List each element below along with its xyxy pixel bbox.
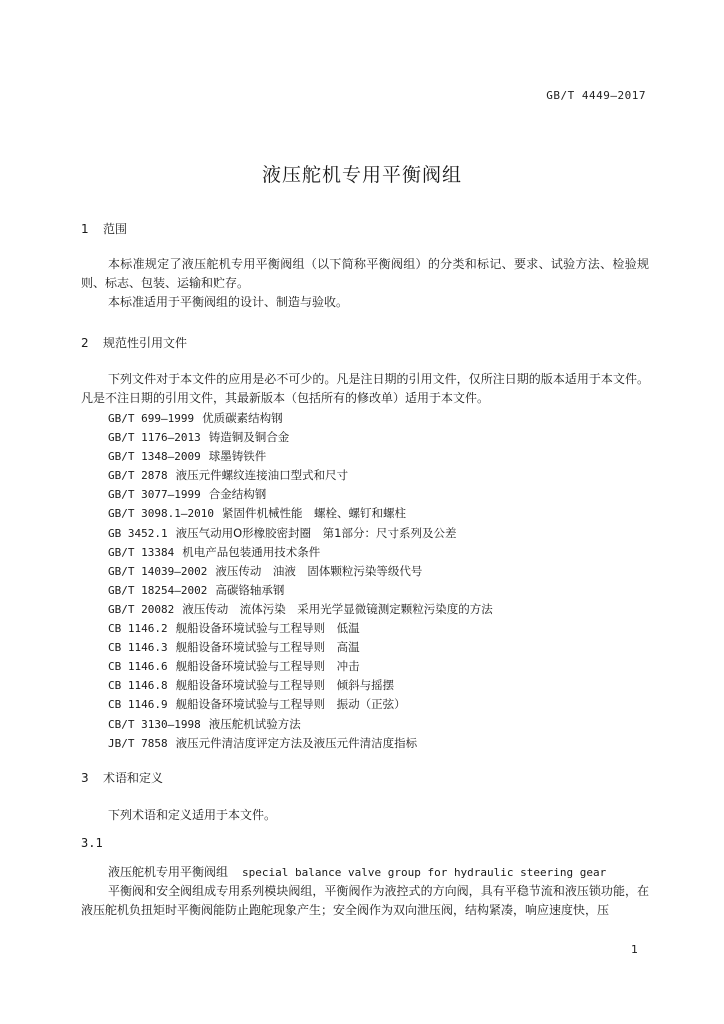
term-entry xyxy=(108,863,606,880)
list-item xyxy=(108,504,493,523)
section-title: 范围 xyxy=(103,222,128,236)
term-en: special balance valve group for hydraulic steering gear xyxy=(242,866,607,879)
ref-title: 舰船设备环境试验与工程导则 低温 xyxy=(175,621,360,636)
ref-title: 液压传动 油液 固体颗粒污染等级代号 xyxy=(215,563,423,578)
ref-code: GB/T 699—1999 xyxy=(108,412,195,425)
ref-code: GB/T 1348—2009 xyxy=(108,450,201,464)
section-title: 规范性引用文件 xyxy=(103,336,188,350)
ref-code: CB 1146.2 xyxy=(108,622,168,636)
section-number: 2 xyxy=(81,336,89,350)
ref-code: GB/T 18254—2002 xyxy=(108,583,208,597)
section-2-heading xyxy=(81,334,187,351)
ref-code: CB/T 3130—1998 xyxy=(108,717,201,731)
list-item xyxy=(108,466,493,485)
ref-title: 液压气动用O形橡胶密封圈 第1部分：尺寸系列及公差 xyxy=(175,525,457,540)
ref-title: 铸造铜及铜合金 xyxy=(208,430,290,445)
list-item xyxy=(108,581,493,600)
scope-paragraph-2: 本标准适用于平衡阀组的设计、制造与验收。 xyxy=(108,295,349,309)
section-3-heading xyxy=(81,769,163,786)
ref-code: CB 1146.6 xyxy=(108,660,168,674)
list-item xyxy=(108,524,493,543)
page-number: 1 xyxy=(631,943,638,956)
list-item xyxy=(108,543,493,562)
ref-title: 液压元件清洁度评定方法及液压元件清洁度指标 xyxy=(175,735,418,750)
list-item xyxy=(108,657,493,676)
list-item xyxy=(108,676,493,695)
ref-code: GB 3452.1 xyxy=(108,526,168,540)
normative-refs-intro: 下列文件对于本文件的应用是必不可少的。凡是注日期的引用文件，仅所注日期的版本适用于本文件。凡是不注日期的引用文件，其最新版本（包括所有的修改单）适用于本文件。 xyxy=(81,372,649,405)
list-item xyxy=(108,619,493,638)
ref-code: GB/T 14039—2002 xyxy=(108,564,208,578)
ref-title: 球墨铸铁件 xyxy=(208,449,267,464)
clause-number: 3.1 xyxy=(81,836,103,850)
list-item xyxy=(108,734,493,753)
ref-code: GB/T 3077—1999 xyxy=(108,488,201,502)
ref-title: 舰船设备环境试验与工程导则 振动（正弦） xyxy=(175,697,406,712)
section-number: 3 xyxy=(81,771,89,785)
ref-code: CB 1146.8 xyxy=(108,679,168,693)
reference-list xyxy=(108,409,493,753)
ref-title: 舰船设备环境试验与工程导则 高温 xyxy=(175,640,360,655)
ref-title: 紧固件机械性能 螺栓、螺钉和螺柱 xyxy=(221,506,406,521)
list-item xyxy=(108,428,493,447)
ref-title: 液压传动 流体污染 采用光学显微镜测定颗粒污染度的方法 xyxy=(182,601,493,616)
section-number: 1 xyxy=(81,222,89,236)
ref-title: 合金结构钢 xyxy=(208,487,267,502)
ref-code: GB/T 2878 xyxy=(108,469,168,483)
term-zh: 液压舵机专用平衡阀组 xyxy=(108,865,229,879)
ref-title: 液压舵机试验方法 xyxy=(208,716,301,731)
list-item xyxy=(108,447,493,466)
ref-code: GB/T 1176—2013 xyxy=(108,431,201,445)
section-1-heading xyxy=(81,220,127,237)
ref-code: GB/T 20082 xyxy=(108,602,175,616)
ref-title: 优质碳素结构钢 xyxy=(202,411,283,425)
list-item xyxy=(108,638,493,657)
section-title: 术语和定义 xyxy=(103,771,164,785)
list-item xyxy=(108,562,493,581)
ref-code: JB/T 7858 xyxy=(108,736,168,750)
terms-intro: 下列术语和定义适用于本文件。 xyxy=(108,808,277,822)
list-item xyxy=(108,600,493,619)
ref-title: 舰船设备环境试验与工程导则 冲击 xyxy=(175,659,360,674)
list-item xyxy=(108,485,493,504)
ref-code: CB 1146.3 xyxy=(108,641,168,655)
list-item xyxy=(108,409,493,428)
list-item xyxy=(108,695,493,714)
scope-paragraph-1: 本标准规定了液压舵机专用平衡阀组（以下简称平衡阀组）的分类和标记、要求、试验方法、检验规则、标志、包装、运输和贮存。 xyxy=(81,257,649,290)
ref-title: 高碳铬轴承钢 xyxy=(215,582,285,597)
term-definition: 平衡阀和安全阀组成专用系列模块阀组，平衡阀作为液控式的方向阀，具有平稳节流和液压锁功能，在液压舵机负扭矩时平衡阀能防止跑舵现象产生；安全阀作为双向泄压阀，结构紧凑，响应速度快，压 xyxy=(81,884,649,917)
document-title: 液压舵机专用平衡阀组 xyxy=(261,164,462,186)
list-item xyxy=(108,715,493,734)
ref-code: CB 1146.9 xyxy=(108,698,168,712)
ref-code: GB/T 3098.1—2010 xyxy=(108,507,214,521)
ref-code: GB/T 13384 xyxy=(108,545,175,559)
ref-title: 机电产品包装通用技术条件 xyxy=(182,544,321,559)
standard-code: GB/T 4449—2017 xyxy=(546,89,646,102)
ref-title: 舰船设备环境试验与工程导则 倾斜与摇摆 xyxy=(175,678,395,693)
ref-title: 液压元件螺纹连接油口型式和尺寸 xyxy=(175,468,349,483)
